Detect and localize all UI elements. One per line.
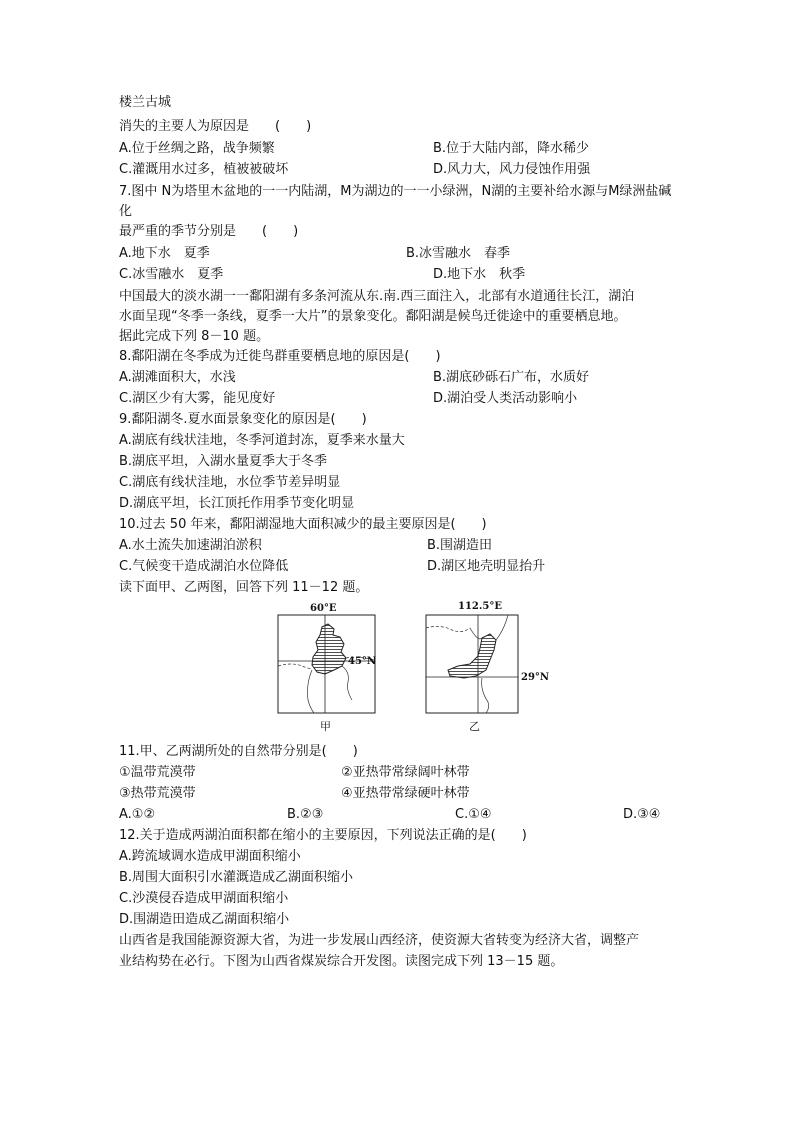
map-jia-latitude: 45°N	[348, 656, 377, 667]
map-yi	[420, 598, 555, 735]
q12-option-d: D.围湖造田造成乙湖面积缩小	[119, 912, 290, 927]
passage-poyang-line1: 中国最大的淡水湖一一鄱阳湖有多条河流从东.南.西三面注入，北部有水道通往长江，湖泊	[119, 289, 635, 304]
question-12-stem: 12.关于造成两湖泊面积都在缩小的主要原因，下列说法正确的是( )	[119, 828, 527, 843]
question-6-stem-line2: 消失的主要人为原因是 ( )	[119, 119, 312, 134]
map-yi-river	[496, 615, 508, 640]
read-maps-instruction: 读下面甲、乙两图，回答下列 11－12 题。	[119, 580, 369, 595]
map-yi-border	[426, 626, 470, 631]
question-10-stem: 10.过去 50 年来，鄱阳湖湿地大面积减少的最主要原因是( )	[119, 517, 487, 532]
q12-option-c: C.沙漠侵吞造成甲湖面积缩小	[119, 891, 289, 906]
q7-option-a: A.地下水 夏季	[119, 246, 210, 261]
q8-option-d: D.湖泊受人类活动影响小	[433, 391, 578, 406]
q6-option-c: C.灌溉用水过多，植被被破坏	[119, 162, 289, 177]
q10-option-c: C.气候变干造成湖泊水位降低	[119, 559, 289, 574]
lake-yi	[448, 634, 496, 678]
map-jia-border	[278, 664, 312, 669]
q11-item-1: ①温带荒漠带	[119, 765, 196, 780]
q11-option-b: B.②③	[287, 807, 324, 822]
q11-option-a: A.①②	[119, 807, 156, 822]
map-yi-river3	[470, 628, 482, 639]
q7-option-d: D.地下水 秋季	[433, 267, 526, 282]
question-7-stem: 7.图中 N为塔里木盆地的一一内陆湖，M为湖边的一一小绿洲，N湖的主要补给水源与M绿洲盐碱化	[119, 184, 672, 219]
q11-option-c: C.①④	[455, 807, 492, 822]
q7-option-c: C.冰雪融水 夏季	[119, 267, 224, 282]
q9-option-b: B.湖底平坦，入湖水量夏季大于冬季	[119, 454, 328, 469]
q11-item-4: ④亚热带常绿硬叶林带	[341, 786, 470, 801]
q7-option-b: B.冰雪融水 春季	[406, 246, 511, 261]
q10-option-a: A.水土流失加速湖泊淤积	[119, 538, 262, 553]
passage-poyang-line2: 水面呈现“冬季一条线，夏季一大片”的景象变化。鄱阳湖是候鸟迁徙途中的重要栖息地。	[119, 309, 627, 324]
passage-shanxi-line1: 山西省是我国能源资源大省，为进一步发展山西经济，使资源大省转变为经济大省，调整产	[119, 933, 640, 948]
map-yi-latitude: 29°N	[521, 672, 550, 683]
question-9-stem: 9.鄱阳湖冬.夏水面景象变化的原因是( )	[119, 412, 367, 427]
q8-option-b: B.湖底砂砾石广布，水质好	[433, 370, 590, 385]
q6-option-d: D.风力大，风力侵蚀作用强	[433, 162, 591, 177]
q12-option-a: A.跨流域调水造成甲湖面积缩小	[119, 849, 301, 864]
q9-option-d: D.湖底平坦，长江顶托作用季节变化明显	[119, 496, 355, 511]
map-yi-river2	[482, 678, 489, 713]
map-jia-river	[308, 670, 315, 713]
question-7-stem-line2: 最严重的季节分别是 ( )	[119, 224, 299, 239]
q8-option-c: C.湖区少有大雾，能见度好	[119, 391, 276, 406]
q11-item-3: ③热带荒漠带	[119, 786, 196, 801]
question-6-stem-line1: 楼兰古城	[119, 95, 172, 110]
map-yi-longitude: 112.5°E	[458, 601, 502, 612]
map-jia-river2	[342, 666, 352, 700]
lake-jia	[312, 624, 346, 674]
q6-option-b: B.位于大陆内部，降水稀少	[433, 141, 590, 156]
q6-option-a: A.位于丝绸之路，战争频繁	[119, 141, 275, 156]
q11-item-2: ②亚热带常绿阔叶林带	[341, 765, 470, 780]
map-jia-caption: 甲	[320, 720, 331, 733]
map-jia-longitude: 60°E	[310, 603, 337, 614]
q10-option-d: D.湖区地壳明显抬升	[427, 559, 546, 574]
map-jia	[270, 600, 385, 735]
passage-poyang-line3: 据此完成下列 8－10 题。	[119, 329, 270, 344]
q8-option-a: A.湖滩面积大，水浅	[119, 370, 236, 385]
q9-option-c: C.湖底有线状洼地，水位季节差异明显	[119, 475, 341, 490]
q12-option-b: B.周围大面积引水灌溉造成乙湖面积缩小	[119, 870, 354, 885]
question-11-stem: 11.甲、乙两湖所处的自然带分别是( )	[119, 744, 358, 759]
map-yi-caption: 乙	[469, 720, 480, 733]
q11-option-d: D.③④	[623, 807, 661, 822]
question-8-stem: 8.鄱阳湖在冬季成为迁徙鸟群重要栖息地的原因是( )	[119, 349, 441, 364]
q9-option-a: A.湖底有线状洼地，冬季河道封冻，夏季来水量大	[119, 433, 405, 448]
passage-shanxi-line2: 业结构势在必行。下图为山西省煤炭综合开发图。读图完成下列 13－15 题。	[119, 954, 564, 969]
q10-option-b: B.围湖造田	[427, 538, 493, 553]
